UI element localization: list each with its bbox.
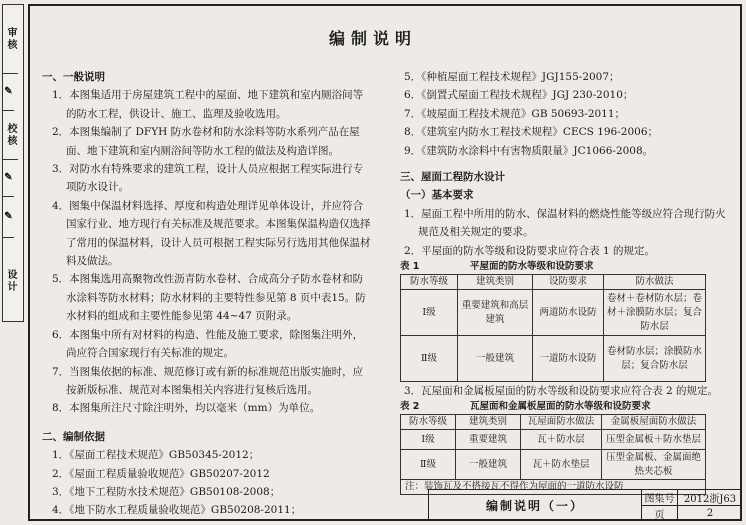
title-block-name: 编制说明（一） <box>428 489 641 521</box>
basis-item: 3．《地下工程防水技术规范》GB50108-2008； <box>52 485 281 498</box>
table1-caption: 平屋面的防水等级和设防要求 <box>470 261 594 273</box>
general-item: 1．本图集适用于房屋建筑工程中的屋面、地下建筑和室内厕浴间等的防水工程，供设计、施工、监理及验收选用。 <box>52 89 364 120</box>
page-label: 页 <box>641 505 677 521</box>
table1-cell: Ⅰ级 <box>401 290 458 336</box>
table1-cell: Ⅱ级 <box>401 336 458 382</box>
basis-item: 9．《建筑防水涂料中有害物质限量》JC1066-2008。 <box>404 144 654 157</box>
table2-cell: 重要建筑 <box>456 430 521 450</box>
basis-item: 1．《屋面工程技术规范》GB50345-2012； <box>52 449 260 462</box>
table2-label: 表 2 <box>400 401 420 413</box>
section-heading-roof: 三、屋面工程防水设计 <box>400 171 505 184</box>
table2-header: 防水等级 <box>401 415 456 430</box>
table2-cell: 一般建筑 <box>456 450 521 480</box>
section-heading-basis: 二、编制依据 <box>42 430 105 443</box>
page-number: 2 <box>677 505 742 521</box>
table1-header: 设防要求 <box>533 275 604 290</box>
table2-caption-row <box>400 400 730 414</box>
subheading-basic: （一）基本要求 <box>400 189 474 202</box>
atlas-number: 2012浙J63 <box>677 489 742 505</box>
table2 <box>400 414 706 495</box>
table2-note: 注：装饰瓦及不搭接瓦不得作为屋面的一道防水设防 <box>401 480 706 495</box>
table1-header: 防水等级 <box>401 275 458 290</box>
table2-header: 金属板屋面防水做法 <box>602 415 706 430</box>
table1-cell: 一道防水设防 <box>533 336 604 382</box>
right-column <box>400 68 730 495</box>
general-item: 7．当图集依据的标准、规范修订或有新的标准规范出版实施时，应按新版标准、规范对本图集相关内容进行复核后选用。 <box>52 365 364 396</box>
basis-item: 8．《建筑室内防水工程技术规程》CECS 196-2006； <box>404 126 659 139</box>
table2-header: 瓦屋面防水做法 <box>521 415 602 430</box>
strip-cell-stamp-3: ✎ <box>3 197 14 238</box>
basis-item: 5．《种植屋面工程技术规程》JGJ155-2007； <box>404 71 620 83</box>
general-item: 5．本图集选用高聚物改性沥青防水卷材、合成高分子防水卷材和防水涂料等防水材料；防水材料的主要特性参见第 8 页中表15。防水材料的组成和主要性能参见第 44~47 页附录。 <box>52 273 366 323</box>
general-item: 2．本图集编制了 DFYH 防水卷材和防水涂料等防水系列产品在屋面、地下建筑和室内厕浴间等防水工程的做法及构造详图。 <box>52 126 360 157</box>
basis-item: 6．《倒置式屋面工程技术规程》JGJ 230-2010； <box>404 89 634 102</box>
general-item: 6．本图集中所有对材料的构造、性能及施工要求，除图集注明外，尚应符合国家现行有关标准的规定。 <box>52 328 364 360</box>
table2-cell: 压型金属板＋防水垫层 <box>602 430 706 450</box>
table2-cell: Ⅰ级 <box>401 430 456 450</box>
strip-cell-stamp-2: ✎ <box>3 160 14 197</box>
table1-header: 建筑类别 <box>458 275 533 290</box>
table1-cell: 卷材防水层；涂膜防水层；复合防水层 <box>604 336 706 382</box>
general-item: 4．图集中保温材料选择、厚度和构造处理详见单体设计，并应符合国家行业、地方现行有关标准及规范要求。本图集保温构造仅选择了常用的保温材料，设计人员可根据工程实际另行选用其他保温材料及做法。 <box>52 199 371 268</box>
basis-item: 2．《屋面工程质量验收规范》GB50207-2012 <box>52 467 270 480</box>
table1-cell: 两道防水设防 <box>533 290 604 336</box>
table2-cell: 瓦＋防水层 <box>521 430 602 450</box>
strip-cell-check: 校核 <box>3 111 18 160</box>
section-heading-general: 一、一般说明 <box>42 71 105 83</box>
page-title: 编制说明 <box>328 29 417 48</box>
basis-item: 4．《地下防水工程质量验收规范》GB50208-2011； <box>52 504 302 517</box>
strip-cell-stamp-1: ✎ <box>3 74 14 111</box>
table2-cell: 压型金属板、金属面绝热夹芯板 <box>602 450 706 480</box>
table1-caption-row <box>400 260 730 274</box>
general-item: 8．本图集所注尺寸除注明外，均以毫米（mm）为单位。 <box>52 402 321 415</box>
table1-header: 防水做法 <box>604 275 706 290</box>
table2-header: 建筑类别 <box>456 415 521 430</box>
table2-cell: Ⅱ级 <box>401 450 456 480</box>
title-block <box>428 489 742 521</box>
roof-item: 3．瓦屋面和金属板屋面的防水等级和设防要求应符合表 2 的规定。 <box>404 385 719 398</box>
general-item: 3．对防水有特殊要求的建筑工程，设计人员应根据工程实际进行专项防水设计。 <box>52 163 364 194</box>
table1 <box>400 274 706 382</box>
table1-cell: 一般建筑 <box>458 336 533 382</box>
roof-item: 1．屋面工程中所用的防水、保温材料的燃烧性能等级应符合现行防火规范及相关规定的要求。 <box>404 207 726 239</box>
strip-cell-design: 设计 <box>5 269 16 293</box>
table2-cell: 瓦＋防水垫层 <box>521 450 602 480</box>
atlas-number-label: 图集号 <box>641 489 677 505</box>
basis-item: 7．《坡屋面工程技术规范》GB 50693-2011； <box>404 107 626 120</box>
table1-label: 表 1 <box>400 261 420 273</box>
roof-item: 2．平屋面的防水等级和设防要求应符合表 1 的规定。 <box>404 244 656 257</box>
table1-cell: 卷材＋卷材防水层；卷材＋涂膜防水层；复合防水层 <box>604 290 706 336</box>
left-column <box>42 68 372 520</box>
approval-strip <box>2 4 24 322</box>
table1-cell: 重要建筑和高层建筑 <box>458 290 533 336</box>
table2-caption: 瓦屋面和金属板屋面的防水等级和设防要求 <box>470 401 651 413</box>
strip-cell-review: 审核 <box>3 5 18 74</box>
